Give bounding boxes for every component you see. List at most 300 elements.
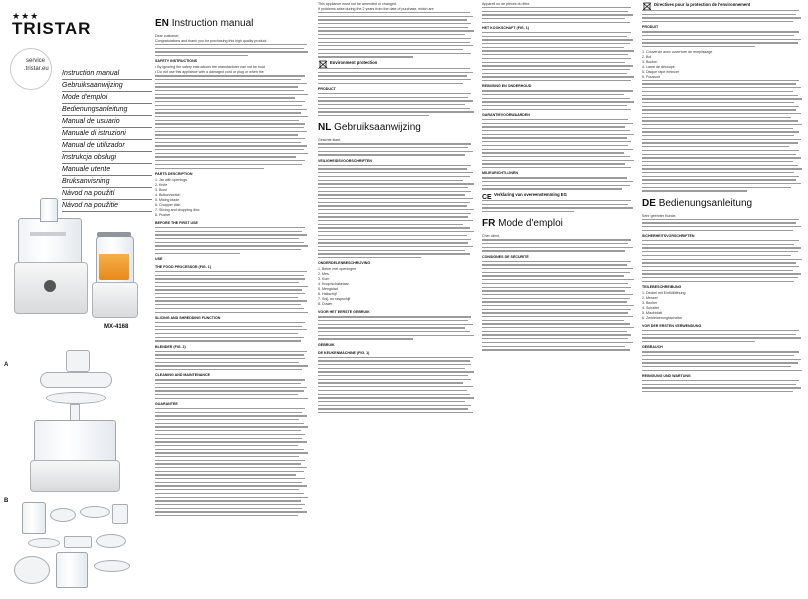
text-line bbox=[482, 181, 633, 182]
text-line bbox=[155, 105, 302, 106]
text-line bbox=[482, 211, 574, 212]
language-item: Manuale di istruzioni bbox=[62, 128, 152, 140]
text-line bbox=[482, 130, 630, 131]
text-line bbox=[318, 327, 465, 328]
list-item: 4. Button/switch bbox=[155, 192, 181, 197]
text-line bbox=[155, 127, 304, 128]
text-line bbox=[482, 156, 630, 157]
text-line bbox=[155, 160, 305, 161]
text-line bbox=[642, 142, 798, 143]
text-line bbox=[155, 101, 305, 102]
text-line bbox=[318, 187, 468, 188]
text-line bbox=[642, 95, 798, 96]
text-line bbox=[155, 90, 304, 91]
text-line bbox=[642, 183, 801, 184]
text-line bbox=[318, 97, 468, 98]
subheading: VEILIGHEIDSVOORSCHRIFTEN bbox=[318, 158, 372, 163]
processor-speed-knob bbox=[44, 280, 56, 292]
section-title-text: Bedienungsanleitung bbox=[658, 197, 753, 209]
text-line bbox=[482, 327, 634, 328]
text-line bbox=[642, 98, 802, 99]
text-line bbox=[482, 316, 633, 317]
part-lid bbox=[40, 372, 112, 388]
text-line bbox=[642, 334, 796, 335]
language-item: Manual de usuario bbox=[62, 116, 152, 128]
text-snippet: Sehr geehrter Kunde, bbox=[642, 213, 677, 218]
text-line bbox=[642, 366, 791, 367]
text-line bbox=[642, 124, 802, 125]
text-line bbox=[155, 390, 304, 391]
text-line bbox=[155, 109, 307, 110]
text-line bbox=[642, 146, 789, 147]
text-line bbox=[155, 460, 305, 461]
text-line bbox=[482, 312, 628, 313]
text-line bbox=[318, 198, 473, 199]
text-line bbox=[642, 161, 793, 162]
box-title-text: Verklaring van overeenstemming EG bbox=[494, 192, 567, 197]
text-line bbox=[155, 415, 307, 416]
text-line bbox=[318, 235, 467, 236]
subheading: PARTS DESCRIPTION bbox=[155, 171, 193, 176]
text-snippet: Cher client, bbox=[482, 234, 501, 239]
text-line bbox=[482, 32, 631, 33]
text-line bbox=[155, 365, 308, 366]
subheading: BEFORE THE FIRST USE bbox=[155, 220, 198, 225]
text-line bbox=[155, 238, 299, 239]
text-line bbox=[155, 337, 304, 338]
list-item: 2. Messer bbox=[642, 295, 658, 300]
text-line bbox=[642, 226, 801, 227]
text-line bbox=[482, 18, 625, 19]
list-item: 1. Jar with openings bbox=[155, 177, 187, 182]
text-line bbox=[155, 394, 298, 395]
part-mixing-blade bbox=[64, 536, 92, 548]
text-line bbox=[318, 93, 471, 94]
text-line bbox=[318, 316, 471, 317]
list-item: 2. Knife bbox=[155, 182, 168, 187]
environment-box-title bbox=[318, 60, 476, 68]
text-line bbox=[155, 423, 304, 424]
text-line bbox=[482, 54, 628, 55]
text-line bbox=[318, 108, 470, 109]
text-line bbox=[642, 135, 794, 136]
text-line bbox=[155, 358, 305, 359]
text-line bbox=[482, 94, 624, 95]
subheading: SAFETY INSTRUCTIONS bbox=[155, 59, 198, 64]
list-item: 6. Zerkleinerungsscheibe bbox=[642, 315, 683, 320]
language-code: DE bbox=[642, 197, 656, 209]
text-line bbox=[155, 467, 307, 468]
text-line bbox=[642, 46, 755, 47]
text-line bbox=[155, 164, 302, 165]
text-line bbox=[155, 75, 305, 76]
text-line bbox=[155, 478, 305, 479]
text-line bbox=[318, 38, 471, 39]
text-line bbox=[642, 341, 755, 342]
text-line bbox=[642, 255, 791, 256]
environment-box-title-fr bbox=[642, 2, 804, 10]
language-item: Bedienungsanleitung bbox=[62, 104, 152, 116]
text-snippet: This appliance must not be amended or changed. bbox=[318, 2, 397, 6]
declaration-box-title bbox=[482, 192, 636, 200]
text-line bbox=[482, 250, 625, 251]
language-item: Bruksanvisning bbox=[62, 176, 152, 188]
subheading: DE KEUKENMACHINE (FIG. 1) bbox=[318, 350, 370, 355]
text-snippet: • By ignoring the safety instructions the manufacturer can not be hold bbox=[155, 65, 265, 70]
text-line bbox=[318, 180, 463, 181]
text-line bbox=[318, 194, 465, 195]
language-item: Instrukcja obsługi bbox=[62, 152, 152, 164]
text-line bbox=[482, 239, 631, 240]
text-line bbox=[482, 58, 631, 59]
text-line bbox=[482, 177, 627, 178]
list-item: 5. Mengblad bbox=[318, 287, 338, 292]
text-line bbox=[642, 21, 793, 22]
text-line bbox=[155, 97, 295, 98]
text-line bbox=[482, 22, 630, 23]
text-line bbox=[318, 23, 471, 24]
text-line bbox=[155, 441, 307, 442]
text-line bbox=[155, 369, 302, 370]
text-line bbox=[482, 287, 631, 288]
text-line bbox=[155, 293, 305, 294]
text-line bbox=[482, 141, 631, 142]
list-item: 6. Hakschijf bbox=[318, 292, 337, 297]
text-line bbox=[318, 53, 471, 54]
part-blender-jar-small bbox=[22, 502, 46, 534]
language-item: Instruction manual bbox=[62, 68, 152, 80]
text-line bbox=[642, 168, 802, 169]
subheading: THE FOOD PROCESSOR (FIG. 1) bbox=[155, 264, 211, 269]
text-line bbox=[318, 364, 471, 365]
service-label: service bbox=[26, 58, 46, 64]
text-line bbox=[482, 185, 630, 186]
text-line bbox=[318, 338, 413, 339]
text-line bbox=[642, 176, 799, 177]
text-line bbox=[482, 39, 633, 40]
text-line bbox=[155, 326, 302, 327]
text-line bbox=[482, 62, 625, 63]
text-line bbox=[642, 131, 799, 132]
text-line bbox=[642, 83, 796, 84]
text-line bbox=[642, 259, 802, 260]
text-line bbox=[155, 297, 298, 298]
subheading: SLICING AND SHREDDING FUNCTION bbox=[155, 315, 221, 320]
text-line bbox=[642, 190, 747, 191]
language-item: Manual de utilizador bbox=[62, 140, 152, 152]
section-title-text: Instruction manual bbox=[171, 18, 254, 29]
text-line bbox=[318, 154, 465, 155]
text-line bbox=[155, 48, 304, 49]
text-line bbox=[642, 273, 801, 274]
text-line bbox=[155, 452, 308, 453]
text-line bbox=[642, 240, 799, 241]
list-item: 8. Duwer bbox=[318, 302, 333, 307]
text-line bbox=[642, 222, 796, 223]
text-snippet: Dear customer, bbox=[155, 34, 180, 38]
text-line bbox=[482, 43, 630, 44]
text-line bbox=[155, 245, 308, 246]
text-line bbox=[155, 471, 304, 472]
text-line bbox=[155, 438, 302, 439]
text-line bbox=[318, 115, 429, 116]
text-line bbox=[155, 242, 304, 243]
text-line bbox=[642, 277, 798, 278]
subheading: BLENDER (FIG. 2) bbox=[155, 344, 186, 349]
text-line bbox=[318, 151, 473, 152]
list-item: 4. Lame de découpe bbox=[642, 64, 675, 69]
text-line bbox=[642, 35, 794, 36]
subheading: VOR DER ERSTEN VERWENDUNG bbox=[642, 323, 702, 328]
text-snippet: Congratulations and thank you for purchasing this high quality product. bbox=[155, 39, 268, 43]
processor-disc bbox=[30, 232, 66, 236]
blender-juice bbox=[99, 254, 129, 280]
text-line bbox=[642, 387, 801, 388]
text-line bbox=[642, 179, 796, 180]
subheading: SICHERHEITSVORSCHRIFTEN bbox=[642, 234, 695, 239]
text-line bbox=[318, 239, 471, 240]
text-line bbox=[318, 324, 473, 325]
text-line bbox=[318, 220, 473, 221]
text-line bbox=[155, 145, 307, 146]
language-item: Návod na použitie bbox=[62, 200, 152, 212]
text-line bbox=[318, 368, 465, 369]
list-item: 3. Kom bbox=[318, 277, 330, 282]
text-line bbox=[642, 91, 793, 92]
text-line bbox=[318, 360, 470, 361]
part-shredder-disc bbox=[96, 534, 126, 548]
text-line bbox=[482, 36, 627, 37]
text-line bbox=[642, 102, 794, 103]
text-line bbox=[642, 10, 799, 11]
text-line bbox=[642, 384, 796, 385]
text-line bbox=[155, 94, 308, 95]
text-line bbox=[482, 14, 633, 15]
text-line bbox=[155, 508, 302, 509]
subheading: GEBRUIK bbox=[318, 342, 335, 347]
text-line bbox=[155, 275, 304, 276]
text-line bbox=[482, 290, 625, 291]
text-line bbox=[155, 149, 304, 150]
text-line bbox=[482, 200, 631, 201]
text-line bbox=[482, 50, 634, 51]
text-line bbox=[642, 251, 798, 252]
text-line bbox=[155, 456, 299, 457]
language-code: NL bbox=[318, 122, 332, 134]
text-line bbox=[155, 231, 302, 232]
section-title-fr bbox=[482, 218, 636, 230]
list-item: 1. Beker met openingen bbox=[318, 267, 357, 272]
text-line bbox=[642, 17, 801, 18]
text-line bbox=[318, 100, 473, 101]
text-line bbox=[155, 112, 301, 113]
processor-bowl bbox=[18, 218, 82, 266]
text-line bbox=[482, 80, 631, 81]
text-line bbox=[318, 172, 473, 173]
text-line bbox=[482, 137, 627, 138]
text-line bbox=[642, 362, 798, 363]
text-line bbox=[318, 19, 467, 20]
text-line bbox=[482, 294, 633, 295]
text-line bbox=[155, 504, 305, 505]
text-line bbox=[318, 34, 465, 35]
text-line bbox=[155, 156, 296, 157]
part-knife bbox=[28, 538, 60, 548]
text-line bbox=[155, 44, 307, 45]
text-line bbox=[642, 42, 798, 43]
text-line bbox=[482, 305, 634, 306]
text-snippet: If problems arise during the 2 years from the date of purchase, which are bbox=[318, 7, 434, 11]
text-line bbox=[318, 72, 473, 73]
svg-text:CE: CE bbox=[482, 194, 492, 200]
text-line bbox=[155, 253, 240, 254]
list-item: 2. Bol bbox=[642, 54, 652, 59]
text-line bbox=[642, 14, 796, 15]
section-title-en bbox=[155, 18, 310, 30]
text-line bbox=[318, 68, 470, 69]
text-line bbox=[482, 279, 634, 280]
text-line bbox=[318, 168, 467, 169]
text-line bbox=[155, 300, 307, 301]
text-line bbox=[155, 138, 305, 139]
text-line bbox=[155, 463, 301, 464]
text-line bbox=[155, 515, 298, 516]
text-line bbox=[155, 249, 301, 250]
text-line bbox=[318, 386, 473, 387]
text-line bbox=[318, 394, 470, 395]
text-line bbox=[155, 333, 298, 334]
text-line bbox=[642, 187, 791, 188]
list-item: 4. Schalter bbox=[642, 305, 660, 310]
text-line bbox=[642, 370, 802, 371]
text-line bbox=[318, 331, 470, 332]
text-line bbox=[318, 213, 471, 214]
text-line bbox=[642, 113, 801, 114]
subheading: GUARANTEE bbox=[155, 402, 178, 407]
text-line bbox=[482, 123, 633, 124]
text-line bbox=[318, 45, 473, 46]
text-line bbox=[318, 75, 467, 76]
text-line bbox=[642, 106, 799, 107]
service-url: .tristar.eu bbox=[24, 66, 49, 72]
text-line bbox=[642, 117, 791, 118]
text-line bbox=[482, 134, 634, 135]
section-title-text: Mode d'emploi bbox=[498, 218, 563, 230]
text-line bbox=[482, 334, 631, 335]
recycle-bin-icon bbox=[318, 60, 328, 68]
text-line bbox=[155, 497, 308, 498]
text-line bbox=[155, 387, 307, 388]
text-line bbox=[642, 230, 793, 231]
text-line bbox=[482, 109, 631, 110]
text-line bbox=[482, 167, 631, 168]
text-line bbox=[318, 379, 471, 380]
part-pusher bbox=[112, 504, 128, 524]
text-line bbox=[482, 65, 633, 66]
text-line bbox=[155, 426, 308, 427]
text-line bbox=[482, 349, 630, 350]
part-citrus-jug bbox=[56, 552, 88, 588]
text-line bbox=[155, 120, 299, 121]
text-line bbox=[482, 323, 630, 324]
list-item: 6. Poussoir bbox=[642, 74, 660, 79]
text-line bbox=[318, 408, 468, 409]
text-line bbox=[642, 154, 796, 155]
brand-logo: TRISTAR bbox=[12, 19, 92, 38]
text-line bbox=[318, 320, 468, 321]
text-line bbox=[482, 160, 634, 161]
text-line bbox=[155, 227, 305, 228]
text-line bbox=[318, 335, 474, 336]
text-line bbox=[318, 147, 468, 148]
text-line bbox=[318, 183, 474, 184]
recycle-bin-icon bbox=[642, 2, 652, 10]
text-line bbox=[155, 123, 305, 124]
text-line bbox=[482, 204, 628, 205]
part-feed-tube bbox=[66, 350, 90, 372]
text-line bbox=[642, 109, 796, 110]
text-line bbox=[642, 39, 801, 40]
subheading: VOOR HET EERSTE GEBRUIK bbox=[318, 310, 370, 315]
list-item: 5. Mixing blade bbox=[155, 197, 180, 202]
text-line bbox=[642, 172, 794, 173]
text-line bbox=[318, 79, 471, 80]
text-line bbox=[318, 209, 474, 210]
text-line bbox=[482, 342, 633, 343]
text-line bbox=[482, 272, 630, 273]
box-title-text: Environment protection bbox=[330, 59, 378, 65]
text-line bbox=[642, 244, 794, 245]
text-line bbox=[642, 247, 801, 248]
text-line bbox=[318, 227, 470, 228]
text-line bbox=[482, 145, 628, 146]
text-line bbox=[642, 355, 794, 356]
text-line bbox=[482, 320, 624, 321]
text-line bbox=[155, 474, 296, 475]
text-line bbox=[155, 282, 299, 283]
text-line bbox=[318, 224, 463, 225]
text-line bbox=[318, 405, 471, 406]
text-line bbox=[318, 83, 463, 84]
section-title-text: Gebruiksaanwijzing bbox=[334, 122, 421, 134]
subheading: PRODUCT bbox=[318, 86, 336, 91]
text-line bbox=[642, 351, 799, 352]
subheading: REINIGUNG UND WARTUNG bbox=[642, 374, 691, 379]
text-line bbox=[318, 191, 471, 192]
text-line bbox=[482, 149, 633, 150]
text-line bbox=[155, 493, 304, 494]
list-item: 5. Disque râpe émincer bbox=[642, 69, 680, 74]
list-item: 5. Mischblatt bbox=[642, 310, 663, 315]
text-line bbox=[155, 329, 307, 330]
text-line bbox=[318, 205, 467, 206]
list-item: 1. Deckel mit Einfüllöffnung bbox=[642, 290, 686, 295]
text-line bbox=[155, 379, 305, 380]
text-line bbox=[155, 362, 299, 363]
text-line bbox=[318, 371, 474, 372]
text-line bbox=[318, 27, 468, 28]
list-item: 2. Mes bbox=[318, 272, 329, 277]
text-line bbox=[155, 234, 307, 235]
text-snippet: Geachte klant, bbox=[318, 138, 342, 143]
language-code: FR bbox=[482, 218, 496, 230]
subheading: USE bbox=[155, 256, 163, 261]
text-line bbox=[155, 83, 307, 84]
text-line bbox=[155, 312, 308, 313]
figure-label-a: A bbox=[4, 362, 9, 368]
text-line bbox=[155, 51, 308, 52]
text-line bbox=[482, 331, 627, 332]
